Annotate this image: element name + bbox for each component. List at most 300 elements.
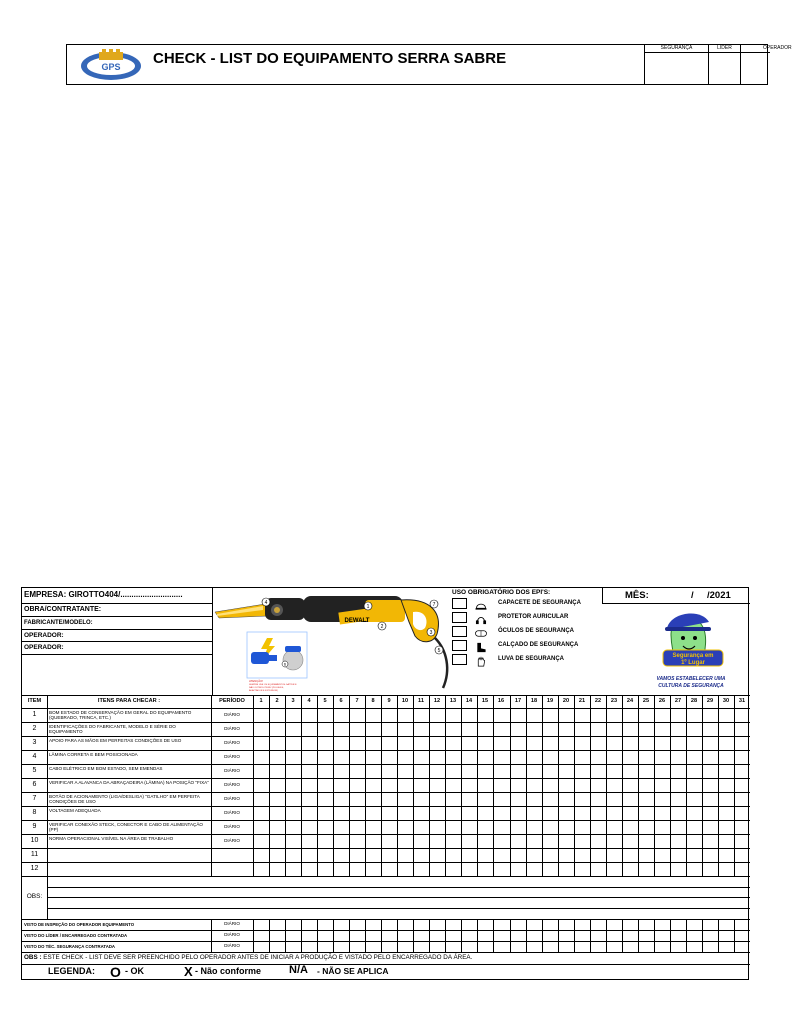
check-cell[interactable] [543, 709, 557, 721]
visto-cell[interactable] [639, 931, 653, 940]
check-cell[interactable] [446, 807, 460, 819]
check-cell[interactable] [334, 751, 348, 763]
check-cell[interactable] [270, 765, 284, 777]
visto-cell[interactable] [607, 920, 621, 929]
check-cell[interactable] [462, 793, 476, 805]
check-cell[interactable] [575, 779, 589, 791]
visto-cell[interactable] [655, 931, 669, 940]
check-cell[interactable] [623, 765, 637, 777]
check-cell[interactable] [559, 835, 573, 847]
check-cell[interactable] [398, 723, 412, 735]
visto-cell[interactable] [639, 920, 653, 929]
visto-cell[interactable] [543, 920, 557, 929]
check-cell[interactable] [462, 849, 476, 861]
visto-cell[interactable] [318, 942, 332, 951]
check-cell[interactable] [623, 751, 637, 763]
obs-line[interactable] [49, 909, 748, 918]
visto-cell[interactable] [382, 920, 396, 929]
check-cell[interactable] [398, 779, 412, 791]
visto-cell[interactable] [559, 942, 573, 951]
check-cell[interactable] [494, 765, 508, 777]
check-cell[interactable] [639, 835, 653, 847]
check-cell[interactable] [735, 807, 749, 819]
visto-cell[interactable] [334, 931, 348, 940]
check-cell[interactable] [591, 765, 605, 777]
info-fabricante-modelo[interactable]: FABRICANTE/MODELO: [22, 617, 212, 630]
check-cell[interactable] [607, 863, 621, 875]
check-cell[interactable] [623, 835, 637, 847]
check-cell[interactable] [398, 807, 412, 819]
check-cell[interactable] [655, 793, 669, 805]
check-cell[interactable] [719, 765, 733, 777]
check-cell[interactable] [366, 821, 380, 833]
visto-cell[interactable] [591, 942, 605, 951]
check-cell[interactable] [703, 779, 717, 791]
check-cell[interactable] [270, 723, 284, 735]
check-cell[interactable] [382, 863, 396, 875]
visto-cell[interactable] [350, 920, 364, 929]
visto-cell[interactable] [302, 920, 316, 929]
check-cell[interactable] [703, 751, 717, 763]
visto-cell[interactable] [559, 931, 573, 940]
check-cell[interactable] [254, 821, 268, 833]
check-cell[interactable] [591, 779, 605, 791]
check-cell[interactable] [671, 737, 685, 749]
check-cell[interactable] [350, 737, 364, 749]
check-cell[interactable] [398, 737, 412, 749]
check-cell[interactable] [591, 737, 605, 749]
check-cell[interactable] [494, 821, 508, 833]
check-cell[interactable] [350, 779, 364, 791]
check-cell[interactable] [366, 835, 380, 847]
visto-cell[interactable] [414, 920, 428, 929]
visto-cell[interactable] [446, 942, 460, 951]
check-cell[interactable] [462, 723, 476, 735]
check-cell[interactable] [334, 793, 348, 805]
check-cell[interactable] [575, 723, 589, 735]
check-cell[interactable] [719, 779, 733, 791]
visto-cell[interactable] [687, 931, 701, 940]
check-cell[interactable] [639, 821, 653, 833]
check-cell[interactable] [543, 751, 557, 763]
check-cell[interactable] [639, 863, 653, 875]
check-cell[interactable] [398, 821, 412, 833]
visto-cell[interactable] [254, 942, 268, 951]
visto-cell[interactable] [430, 920, 444, 929]
epi-checkbox[interactable] [452, 612, 467, 623]
check-cell[interactable] [414, 821, 428, 833]
check-cell[interactable] [559, 737, 573, 749]
visto-cell[interactable] [719, 942, 733, 951]
visto-cell[interactable] [511, 920, 525, 929]
check-cell[interactable] [302, 807, 316, 819]
visto-cell[interactable] [366, 931, 380, 940]
check-cell[interactable] [591, 751, 605, 763]
check-cell[interactable] [254, 849, 268, 861]
check-cell[interactable] [414, 765, 428, 777]
check-cell[interactable] [494, 807, 508, 819]
check-cell[interactable] [430, 821, 444, 833]
check-cell[interactable] [639, 779, 653, 791]
visto-cell[interactable] [607, 942, 621, 951]
check-cell[interactable] [302, 793, 316, 805]
check-cell[interactable] [430, 765, 444, 777]
visto-cell[interactable] [286, 920, 300, 929]
check-cell[interactable] [559, 863, 573, 875]
check-cell[interactable] [478, 849, 492, 861]
check-cell[interactable] [655, 709, 669, 721]
check-cell[interactable] [398, 793, 412, 805]
check-cell[interactable] [735, 779, 749, 791]
check-cell[interactable] [286, 835, 300, 847]
check-cell[interactable] [559, 821, 573, 833]
visto-cell[interactable] [639, 942, 653, 951]
check-cell[interactable] [543, 807, 557, 819]
visto-cell[interactable] [703, 931, 717, 940]
check-cell[interactable] [430, 849, 444, 861]
check-cell[interactable] [543, 723, 557, 735]
visto-cell[interactable] [735, 931, 749, 940]
check-cell[interactable] [575, 863, 589, 875]
check-cell[interactable] [735, 723, 749, 735]
check-cell[interactable] [559, 723, 573, 735]
check-cell[interactable] [671, 835, 685, 847]
check-cell[interactable] [607, 793, 621, 805]
check-cell[interactable] [703, 709, 717, 721]
check-cell[interactable] [655, 723, 669, 735]
epi-checkbox[interactable] [452, 598, 467, 609]
check-cell[interactable] [398, 709, 412, 721]
check-cell[interactable] [254, 765, 268, 777]
check-cell[interactable] [254, 779, 268, 791]
check-cell[interactable] [511, 807, 525, 819]
visto-cell[interactable] [334, 942, 348, 951]
check-cell[interactable] [527, 723, 541, 735]
check-cell[interactable] [334, 779, 348, 791]
check-cell[interactable] [462, 737, 476, 749]
visto-cell[interactable] [543, 942, 557, 951]
visto-cell[interactable] [703, 920, 717, 929]
info-operador-2[interactable]: OPERADOR: [22, 642, 212, 655]
visto-cell[interactable] [334, 920, 348, 929]
check-cell[interactable] [254, 835, 268, 847]
check-cell[interactable] [478, 723, 492, 735]
check-cell[interactable] [511, 709, 525, 721]
check-cell[interactable] [334, 723, 348, 735]
visto-cell[interactable] [350, 931, 364, 940]
check-cell[interactable] [591, 709, 605, 721]
check-cell[interactable] [302, 779, 316, 791]
visto-cell[interactable] [350, 942, 364, 951]
check-cell[interactable] [687, 779, 701, 791]
visto-cell[interactable] [671, 942, 685, 951]
check-cell[interactable] [671, 723, 685, 735]
check-cell[interactable] [511, 835, 525, 847]
check-cell[interactable] [462, 807, 476, 819]
visto-cell[interactable] [559, 920, 573, 929]
signature-box-seguranca[interactable] [644, 44, 708, 85]
check-cell[interactable] [382, 807, 396, 819]
visto-cell[interactable] [527, 942, 541, 951]
visto-cell[interactable] [254, 931, 268, 940]
check-cell[interactable] [366, 723, 380, 735]
check-cell[interactable] [719, 849, 733, 861]
check-cell[interactable] [350, 821, 364, 833]
check-cell[interactable] [735, 709, 749, 721]
check-cell[interactable] [543, 779, 557, 791]
check-cell[interactable] [318, 751, 332, 763]
visto-cell[interactable] [543, 931, 557, 940]
check-cell[interactable] [270, 849, 284, 861]
check-cell[interactable] [462, 863, 476, 875]
check-cell[interactable] [430, 723, 444, 735]
info-empresa[interactable]: EMPRESA: GIROTTO404/............................ [22, 588, 212, 604]
check-cell[interactable] [430, 779, 444, 791]
check-cell[interactable] [703, 737, 717, 749]
check-cell[interactable] [559, 807, 573, 819]
check-cell[interactable] [366, 863, 380, 875]
check-cell[interactable] [494, 849, 508, 861]
check-cell[interactable] [254, 751, 268, 763]
check-cell[interactable] [607, 765, 621, 777]
check-cell[interactable] [703, 863, 717, 875]
check-cell[interactable] [286, 863, 300, 875]
check-cell[interactable] [462, 765, 476, 777]
check-cell[interactable] [527, 751, 541, 763]
check-cell[interactable] [687, 709, 701, 721]
check-cell[interactable] [318, 793, 332, 805]
check-cell[interactable] [254, 863, 268, 875]
visto-cell[interactable] [527, 931, 541, 940]
epi-checkbox[interactable] [452, 640, 467, 651]
visto-cell[interactable] [575, 942, 589, 951]
visto-cell[interactable] [655, 942, 669, 951]
check-cell[interactable] [446, 793, 460, 805]
check-cell[interactable] [527, 779, 541, 791]
check-cell[interactable] [687, 849, 701, 861]
check-cell[interactable] [655, 779, 669, 791]
visto-cell[interactable] [575, 931, 589, 940]
check-cell[interactable] [623, 849, 637, 861]
check-cell[interactable] [511, 765, 525, 777]
check-cell[interactable] [671, 709, 685, 721]
check-cell[interactable] [559, 709, 573, 721]
visto-cell[interactable] [735, 920, 749, 929]
check-cell[interactable] [735, 821, 749, 833]
check-cell[interactable] [254, 737, 268, 749]
check-cell[interactable] [607, 709, 621, 721]
signature-box-operador[interactable] [740, 44, 792, 85]
visto-cell[interactable] [494, 942, 508, 951]
check-cell[interactable] [559, 751, 573, 763]
check-cell[interactable] [462, 821, 476, 833]
check-cell[interactable] [591, 807, 605, 819]
check-cell[interactable] [671, 849, 685, 861]
visto-cell[interactable] [671, 920, 685, 929]
visto-cell[interactable] [655, 920, 669, 929]
check-cell[interactable] [607, 737, 621, 749]
epi-checkbox[interactable] [452, 626, 467, 637]
check-cell[interactable] [254, 723, 268, 735]
visto-cell[interactable] [286, 942, 300, 951]
check-cell[interactable] [543, 765, 557, 777]
check-cell[interactable] [655, 849, 669, 861]
check-cell[interactable] [414, 723, 428, 735]
check-cell[interactable] [623, 709, 637, 721]
visto-cell[interactable] [446, 931, 460, 940]
check-cell[interactable] [302, 863, 316, 875]
check-cell[interactable] [462, 779, 476, 791]
check-cell[interactable] [430, 863, 444, 875]
check-cell[interactable] [366, 793, 380, 805]
visto-cell[interactable] [607, 931, 621, 940]
check-cell[interactable] [703, 807, 717, 819]
check-cell[interactable] [527, 835, 541, 847]
check-cell[interactable] [366, 765, 380, 777]
check-cell[interactable] [478, 863, 492, 875]
check-cell[interactable] [687, 737, 701, 749]
visto-cell[interactable] [687, 920, 701, 929]
check-cell[interactable] [446, 723, 460, 735]
check-cell[interactable] [671, 863, 685, 875]
check-cell[interactable] [494, 779, 508, 791]
check-cell[interactable] [511, 793, 525, 805]
check-cell[interactable] [446, 737, 460, 749]
visto-cell[interactable] [494, 920, 508, 929]
check-cell[interactable] [735, 863, 749, 875]
check-cell[interactable] [414, 863, 428, 875]
check-cell[interactable] [350, 863, 364, 875]
check-cell[interactable] [446, 863, 460, 875]
check-cell[interactable] [398, 849, 412, 861]
check-cell[interactable] [366, 779, 380, 791]
check-cell[interactable] [414, 793, 428, 805]
check-cell[interactable] [334, 807, 348, 819]
check-cell[interactable] [478, 807, 492, 819]
check-cell[interactable] [430, 793, 444, 805]
check-cell[interactable] [511, 849, 525, 861]
visto-cell[interactable] [430, 942, 444, 951]
check-cell[interactable] [318, 723, 332, 735]
check-cell[interactable] [350, 807, 364, 819]
visto-cell[interactable] [575, 920, 589, 929]
check-cell[interactable] [270, 807, 284, 819]
check-cell[interactable] [286, 751, 300, 763]
check-cell[interactable] [655, 751, 669, 763]
check-cell[interactable] [607, 807, 621, 819]
check-cell[interactable] [430, 807, 444, 819]
check-cell[interactable] [719, 723, 733, 735]
check-cell[interactable] [671, 751, 685, 763]
check-cell[interactable] [607, 779, 621, 791]
check-cell[interactable] [655, 765, 669, 777]
check-cell[interactable] [719, 821, 733, 833]
check-cell[interactable] [302, 849, 316, 861]
visto-cell[interactable] [478, 920, 492, 929]
check-cell[interactable] [350, 835, 364, 847]
check-cell[interactable] [302, 723, 316, 735]
check-cell[interactable] [543, 821, 557, 833]
visto-cell[interactable] [318, 920, 332, 929]
check-cell[interactable] [639, 849, 653, 861]
check-cell[interactable] [511, 723, 525, 735]
check-cell[interactable] [543, 835, 557, 847]
check-cell[interactable] [575, 751, 589, 763]
check-cell[interactable] [735, 835, 749, 847]
check-cell[interactable] [494, 751, 508, 763]
check-cell[interactable] [687, 821, 701, 833]
check-cell[interactable] [527, 821, 541, 833]
check-cell[interactable] [623, 779, 637, 791]
check-cell[interactable] [334, 765, 348, 777]
visto-cell[interactable] [254, 920, 268, 929]
check-cell[interactable] [719, 793, 733, 805]
check-cell[interactable] [318, 849, 332, 861]
check-cell[interactable] [559, 849, 573, 861]
check-cell[interactable] [494, 835, 508, 847]
check-cell[interactable] [687, 807, 701, 819]
check-cell[interactable] [687, 723, 701, 735]
check-cell[interactable] [462, 835, 476, 847]
check-cell[interactable] [687, 793, 701, 805]
check-cell[interactable] [623, 807, 637, 819]
check-cell[interactable] [286, 779, 300, 791]
check-cell[interactable] [414, 751, 428, 763]
check-cell[interactable] [318, 765, 332, 777]
check-cell[interactable] [607, 751, 621, 763]
check-cell[interactable] [446, 709, 460, 721]
check-cell[interactable] [639, 807, 653, 819]
check-cell[interactable] [478, 835, 492, 847]
check-cell[interactable] [350, 709, 364, 721]
check-cell[interactable] [494, 793, 508, 805]
check-cell[interactable] [527, 849, 541, 861]
check-cell[interactable] [286, 793, 300, 805]
check-cell[interactable] [511, 779, 525, 791]
check-cell[interactable] [270, 751, 284, 763]
check-cell[interactable] [382, 737, 396, 749]
check-cell[interactable] [719, 751, 733, 763]
check-cell[interactable] [623, 793, 637, 805]
check-cell[interactable] [414, 807, 428, 819]
visto-cell[interactable] [270, 942, 284, 951]
check-cell[interactable] [543, 863, 557, 875]
signature-box-lider[interactable] [708, 44, 740, 85]
check-cell[interactable] [478, 765, 492, 777]
check-cell[interactable] [671, 779, 685, 791]
check-cell[interactable] [398, 751, 412, 763]
month-box[interactable] [602, 588, 750, 604]
check-cell[interactable] [719, 863, 733, 875]
check-cell[interactable] [478, 709, 492, 721]
check-cell[interactable] [382, 821, 396, 833]
check-cell[interactable] [334, 835, 348, 847]
visto-cell[interactable] [462, 931, 476, 940]
info-obra-contratante[interactable]: OBRA/CONTRATANTE: [22, 604, 212, 617]
check-cell[interactable] [591, 835, 605, 847]
check-cell[interactable] [478, 793, 492, 805]
check-cell[interactable] [607, 849, 621, 861]
check-cell[interactable] [318, 737, 332, 749]
check-cell[interactable] [527, 709, 541, 721]
visto-cell[interactable] [366, 920, 380, 929]
visto-cell[interactable] [302, 942, 316, 951]
check-cell[interactable] [591, 723, 605, 735]
check-cell[interactable] [382, 779, 396, 791]
check-cell[interactable] [719, 807, 733, 819]
check-cell[interactable] [543, 849, 557, 861]
visto-cell[interactable] [527, 920, 541, 929]
